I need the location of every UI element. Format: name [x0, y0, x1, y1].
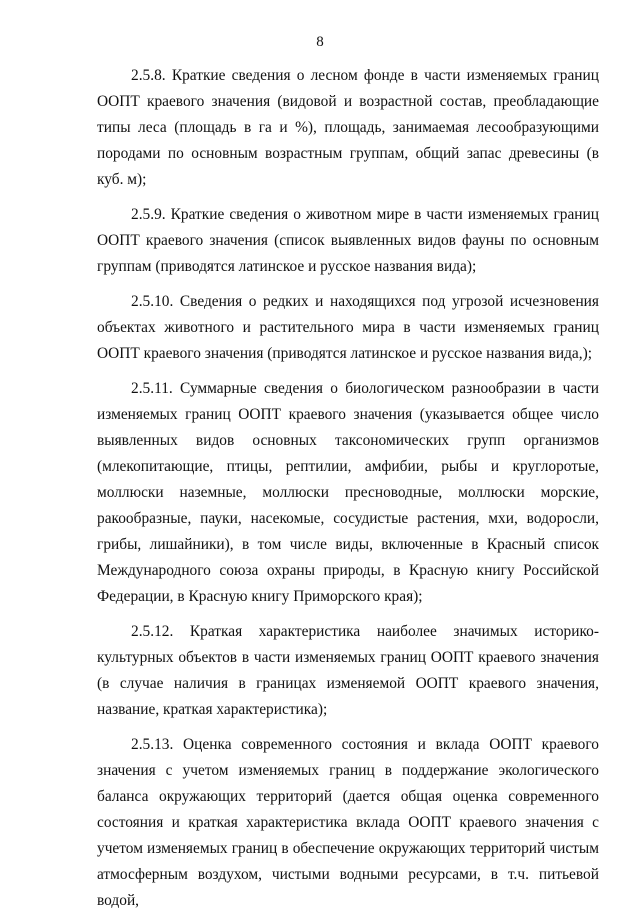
page-number: 8 [316, 34, 324, 50]
paragraph-2-5-9: 2.5.9. Краткие сведения о животном мире в части изменяемых границ ООПТ краевого значения (список выявленных видов фауны по основным группам (приводятся латинское и русское названия вида); [97, 206, 599, 275]
document-body [97, 63, 599, 923]
paragraph-2-5-8: 2.5.8. Краткие сведения о лесном фонде в части изменяемых границ ООПТ краевого значения (видовой и возрастной состав, преобладающие типы леса (площадь в га и %), площадь, занимаемая лесообразующими породами по основным возрастным группам, общий запас древесины (в куб. м); [97, 67, 599, 188]
paragraph-2-5-12: 2.5.12. Краткая характеристика наиболее значимых историко-культурных объектов в части изменяемых границ ООПТ краевого значения (в случае наличия в границах изменяемой ООПТ краевого значения, название, краткая характеристика); [97, 623, 599, 718]
paragraph-2-5-13: 2.5.13. Оценка современного состояния и вклада ООПТ краевого значения с учетом изменяемых границ в поддержание экологического баланса окружающих территорий (дается общая оценка современного состояния и краткая характеристика вклада ООПТ краевого значения с учетом изменяемых границ в обеспечение окружающих территорий чистым атмосферным воздухом, чистыми водными ресурсами, в т.ч. питьевой водой, [97, 736, 599, 909]
paragraph-2-5-11: 2.5.11. Суммарные сведения о биологическом разнообразии в части изменяемых границ ООПТ краевого значения (указывается общее число выявленных видов основных таксономических групп организмов (млекопитающие, птицы, рептилии, амфибии, рыбы и круглоротые, моллюски наземные, моллюски пресноводные, моллюски морские, ракообразные, пауки, насекомые, сосудистые растения, мхи, водоросли, грибы, лишайники), в том числе виды, включенные в Красный список Международного союза охраны природы, в Красную книгу Российской Федерации, в Красную книгу Приморского края); [97, 380, 599, 605]
paragraph-2-5-10: 2.5.10. Сведения о редких и находящихся под угрозой исчезновения объектах животного и растительного мира в части изменяемых границ ООПТ краевого значения (приводятся латинское и русское названия вида,); [97, 293, 599, 362]
